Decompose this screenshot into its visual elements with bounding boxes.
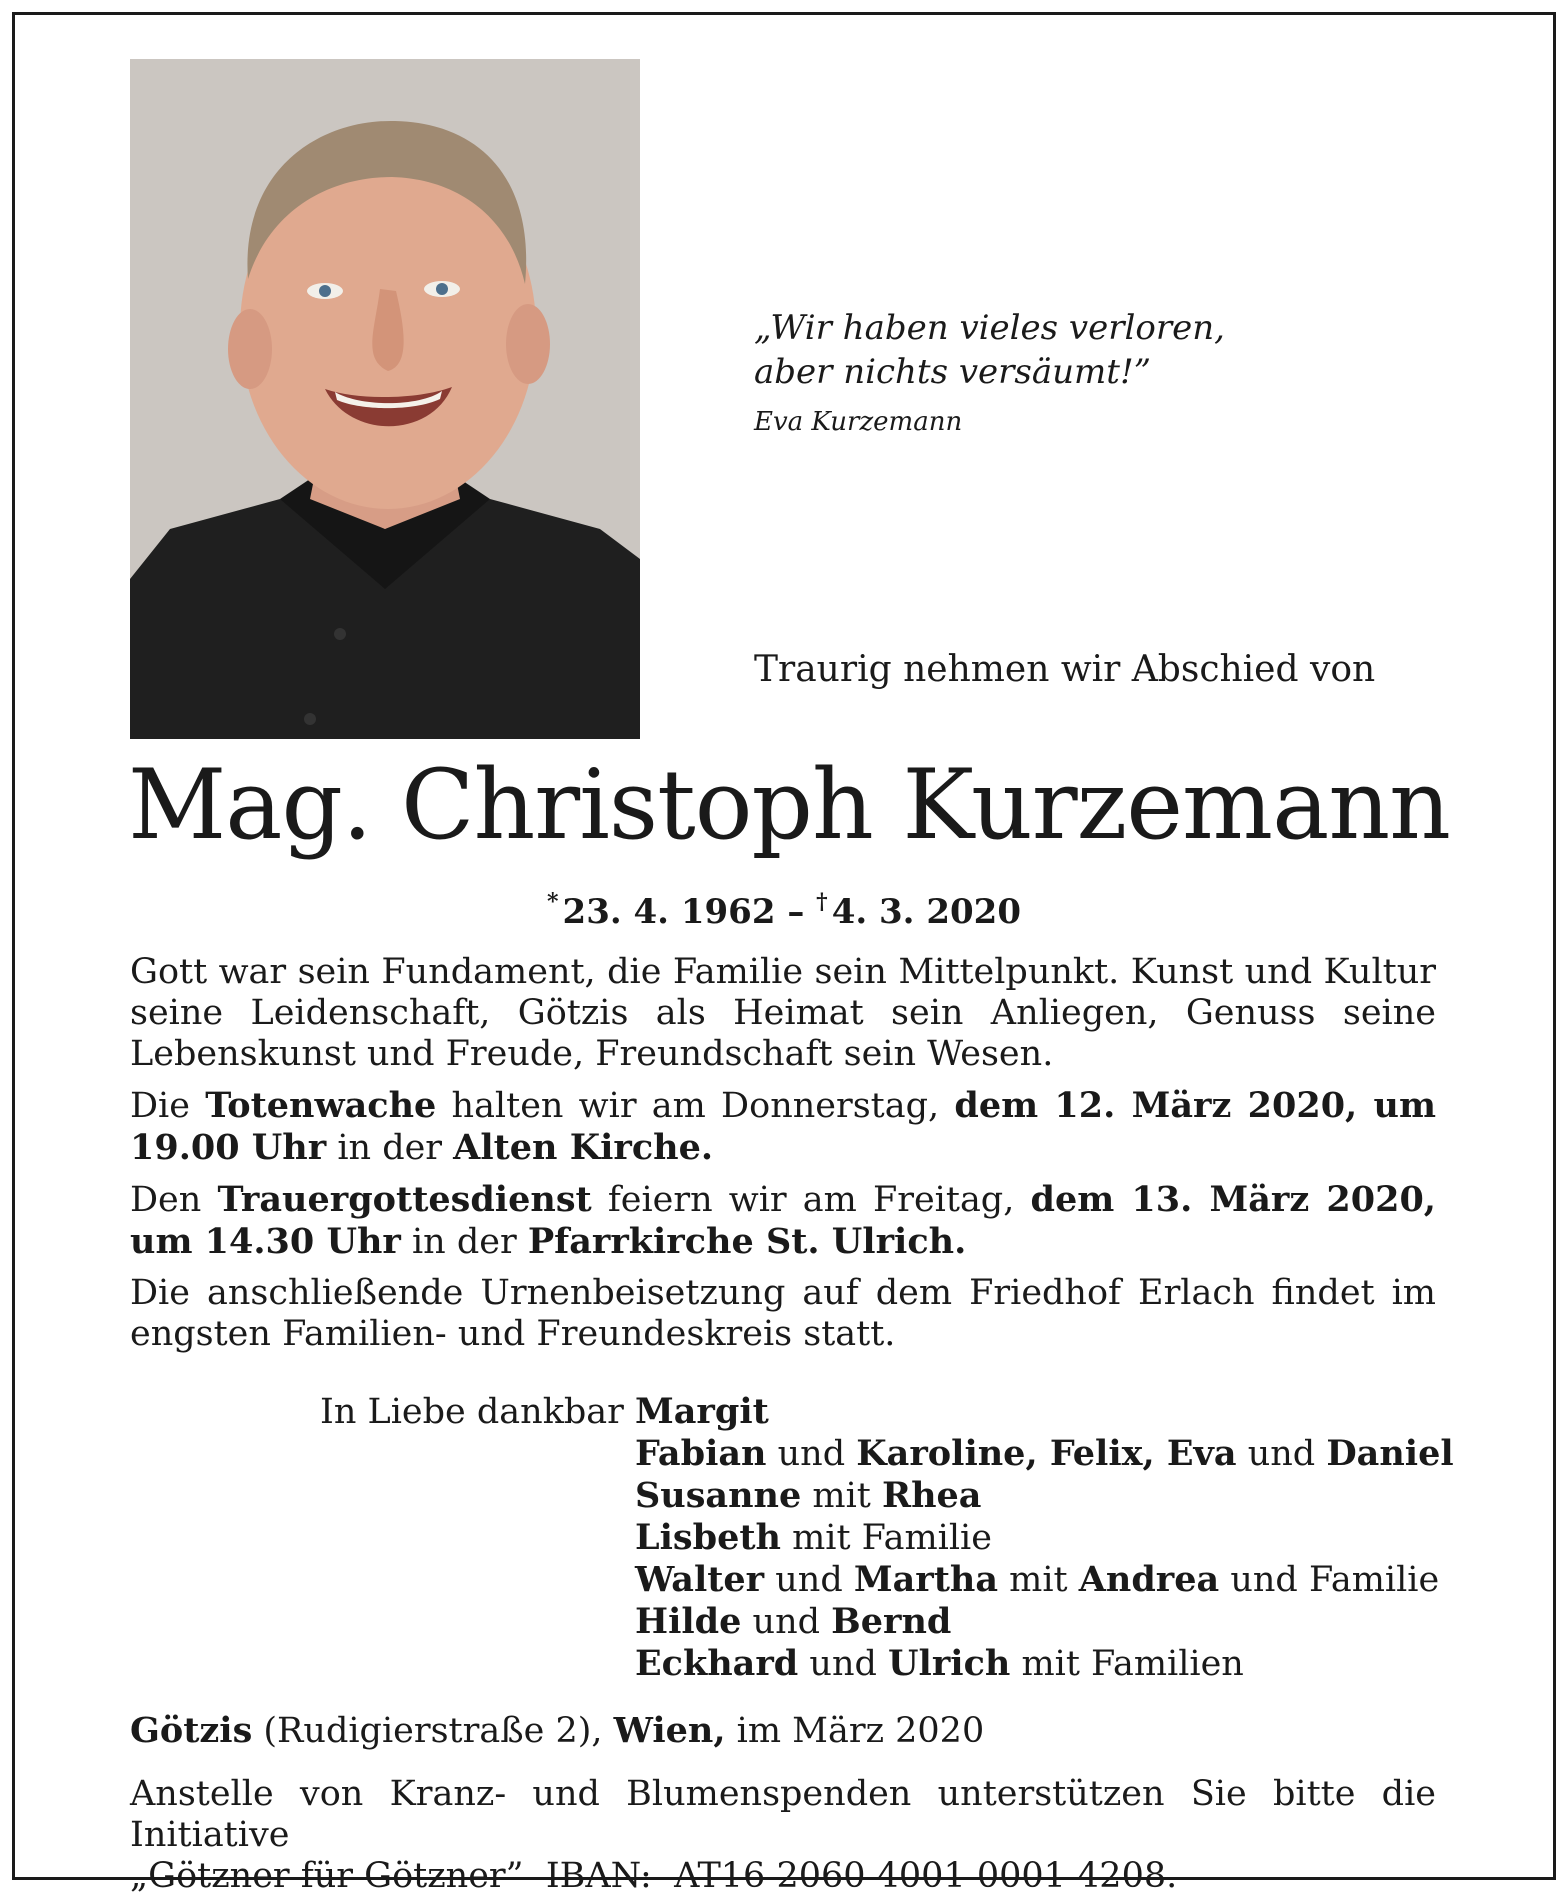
mourner-line: Walter und Martha mit Andrea und Familie bbox=[635, 1559, 1440, 1600]
mourners-list bbox=[635, 1391, 1454, 1685]
donation-note bbox=[130, 1774, 1436, 1897]
donation-line-1: Anstelle von Kranz- und Blumenspenden unterstützen Sie bitte die Initiative bbox=[130, 1774, 1436, 1855]
dates-separator: – bbox=[787, 892, 805, 932]
mourner-line: Susanne mit Rhea bbox=[635, 1475, 982, 1516]
quote-line-1: „Wir haben vieles verloren, bbox=[754, 308, 1225, 348]
service-paragraph: Den Trauergottesdienst feiern wir am Freitag, dem 13. März 2020, um 14.30 Uhr in der Pfarrkirche St. Ulrich. bbox=[130, 1179, 1436, 1262]
iban-label: IBAN: bbox=[545, 1856, 652, 1896]
mourners-label: In Liebe dankbar bbox=[320, 1392, 624, 1432]
iban-value: AT16 2060 4001 0001 4208. bbox=[674, 1856, 1178, 1896]
mourner-line: Fabian und Karoline, Felix, Eva und Daniel bbox=[635, 1433, 1454, 1474]
intro-text: Traurig nehmen wir Abschied von bbox=[754, 649, 1376, 690]
death-date: 4. 3. 2020 bbox=[831, 892, 1021, 932]
quote-author: Eva Kurzemann bbox=[754, 407, 963, 437]
burial-paragraph: Die anschließende Urnenbeisetzung auf dem Friedhof Erlach findet im engsten Familien- und Freundeskreis statt. bbox=[130, 1273, 1436, 1354]
donation-line-2 bbox=[130, 1856, 1436, 1897]
initiative-name: „Götzner für Götzner” bbox=[130, 1856, 524, 1896]
portrait-photo bbox=[130, 59, 640, 739]
mourner-line: Eckhard und Ulrich mit Familien bbox=[635, 1643, 1244, 1684]
wake-paragraph: Die Totenwache halten wir am Donnerstag, dem 12. März 2020, um 19.00 Uhr in der Alten Kirche. bbox=[130, 1085, 1436, 1168]
mourner-line: Margit bbox=[635, 1391, 769, 1432]
quote-line-2: aber nichts versäumt!” bbox=[754, 352, 1151, 392]
tribute-paragraph: Gott war sein Fundament, die Familie sein Mittelpunkt. Kunst und Kultur seine Leidenschaft, Götzis als Heimat sein Anliegen, Genuss seine Lebenskunst und Freude, Freundschaft sein Wesen. bbox=[130, 952, 1436, 1074]
birth-date: 23. 4. 1962 bbox=[562, 892, 776, 932]
quote-block bbox=[754, 306, 1314, 440]
notice-body bbox=[130, 952, 1436, 1365]
birth-symbol: * bbox=[547, 889, 559, 915]
mourner-line: Lisbeth mit Familie bbox=[635, 1517, 992, 1558]
mourner-line: Hilde und Bernd bbox=[635, 1601, 952, 1642]
life-dates bbox=[0, 880, 1568, 934]
death-symbol: † bbox=[816, 889, 828, 915]
deceased-name: Mag. Christoph Kurzemann bbox=[128, 749, 1450, 861]
place-date-line: Götzis (Rudigierstraße 2), Wien, im März 2020 bbox=[130, 1710, 985, 1751]
